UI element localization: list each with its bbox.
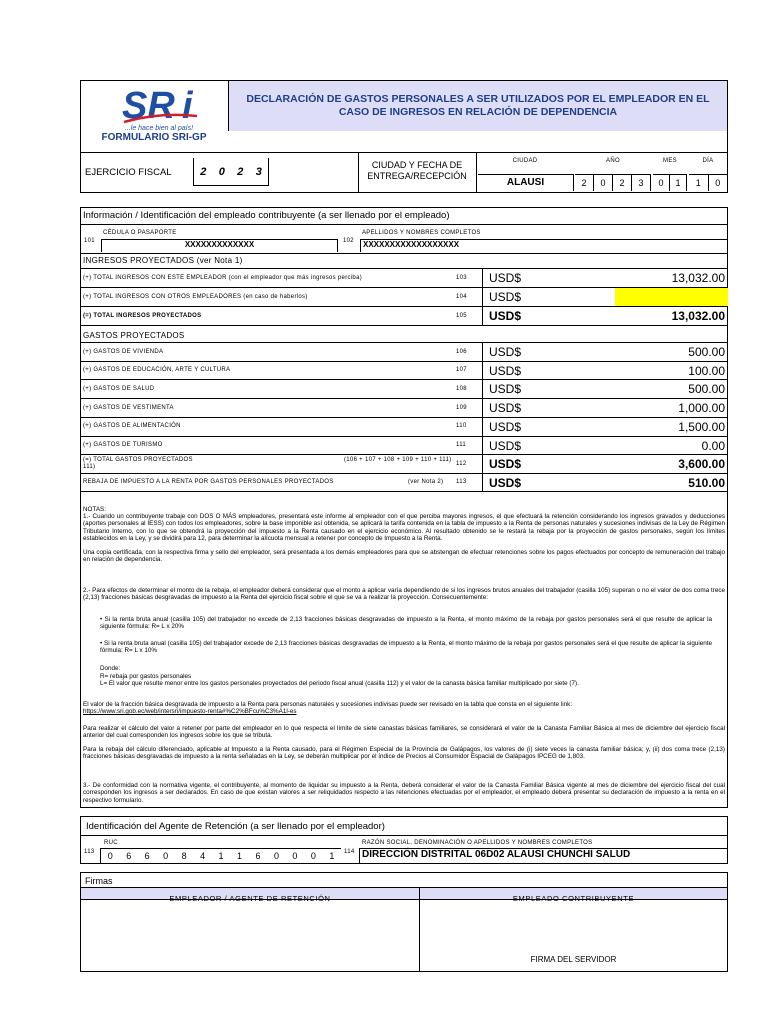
- date-digit: 0: [594, 175, 613, 191]
- expense-amount-field[interactable]: [482, 343, 728, 361]
- date-day-field[interactable]: [689, 174, 727, 191]
- expense-row: [80, 417, 728, 436]
- date-digit: 2: [575, 175, 594, 191]
- expense-row: [80, 436, 728, 455]
- employee-signature-header: [420, 887, 727, 903]
- income-amount-field[interactable]: [482, 269, 728, 287]
- note-l-definition: L= El valor que resulte menor entre los gastos personales proyectados del periodo fiscal anual (casilla 112) y el valor de la canasta básica familiar multiplicado por siete (7).: [100, 680, 579, 687]
- svg-text:i: i: [182, 85, 193, 127]
- expense-row: [80, 379, 728, 398]
- expense-amount-value: 100.00: [688, 363, 725, 378]
- expense-total-formula: (106 + 107 + 108 + 109 + 110 + 111): [344, 457, 452, 463]
- note-1b: Una copia certificada, con la respectiva firma y sello del empleador, será presentada a los demás empleadores para que se abstengan de efectuar retenciones sobre los pagos efectuados por concepto de remuneración del trabajo en relación de dependencia.: [83, 549, 725, 564]
- income-amount-field[interactable]: [482, 307, 728, 325]
- ruc-digit: 0: [310, 851, 316, 861]
- currency-label: USD$: [489, 271, 522, 285]
- code-102: 102: [343, 238, 354, 244]
- id-label: CÉDULA O PASAPORTE: [103, 230, 177, 236]
- day-label: DÍA: [702, 158, 714, 164]
- expense-row-label: (+) GASTOS DE VIVIENDA: [83, 348, 164, 355]
- expense-amount-field[interactable]: [482, 399, 728, 417]
- rebate-code: 113: [456, 479, 467, 485]
- agent-name-label: RAZÓN SOCIAL, DENOMINACIÓN O APELLIDOS Y NOMBRES COMPLETOS: [362, 840, 593, 846]
- ruc-digit: 1: [218, 851, 224, 861]
- rebate-label: REBAJA DE IMPUESTO A LA RENTA POR GASTOS PERSONALES PROYECTADOS: [83, 479, 334, 485]
- highlighted-empty-cell: [615, 288, 728, 306]
- expenses-title: GASTOS PROYECTADOS: [83, 331, 185, 340]
- date-digit: 2: [613, 175, 632, 191]
- expense-total-row: [80, 454, 728, 473]
- note-1: 1.- Cuando un contribuyente trabaje con DOS O MÁS empleadores, presentará este informe al empleador con el que perciba mayores ingresos, el que efectuará la retención considerando los ingresos gravados y deducciones (aportes personales al IESS) con todos los empleadores, sobre la base imponible así obtenida, se aplicará la tarifa contenida en la tabla de impuesto a la Renta de personas naturales y sucesiones indivisas de la Ley de Régimen Tributario Interno, con lo que se obtendrá la proyección del impuesto a la Renta causado en el ejercicio económico. Al resultado obtenido se le restará la rebaja por la proyección de gastos personales, según los límites establecidos en la Ley, y se dividirá para 12, para determinar la alícuota mensual a retener por concepto de Impuesto a la Renta.: [83, 513, 725, 542]
- currency-label: USD$: [489, 438, 522, 453]
- employer-signature-box[interactable]: [81, 900, 420, 971]
- expense-row-label: (+) GASTOS DE VESTIMENTA: [83, 404, 174, 411]
- income-title: INGRESOS PROYECTADOS (ver Nota 1): [83, 256, 243, 265]
- rebate-field[interactable]: [482, 474, 728, 491]
- note-donde: Donde:: [100, 665, 121, 672]
- expense-amount-value: 500.00: [688, 345, 725, 359]
- form-title: DECLARACIÓN DE GASTOS PERSONALES A SER UTILIZADOS POR EL EMPLEADOR EN EL CASO DE INGRESOS EN RELACIÓN DE DEPENDENCIA: [246, 93, 710, 118]
- expense-amount-value: 0.00: [701, 438, 725, 453]
- ruc-field[interactable]: [100, 848, 341, 863]
- note-r-definition: R= rebaja por gastos personales: [100, 673, 192, 680]
- ruc-digit: 4: [200, 851, 206, 861]
- ruc-digit: 0: [292, 851, 298, 861]
- note-link[interactable]: https://www.sri.gob.ec/web/intersri/impuesto-renta#%C2%BFcu%C3%A1l-es: [83, 708, 297, 715]
- expense-row-label: (+) GASTOS DE SALUD: [83, 385, 155, 392]
- logo-tagline: ...le hace bien al país!: [124, 125, 194, 132]
- expense-amount-value: 1,000.00: [678, 401, 725, 416]
- id-field[interactable]: [101, 239, 338, 252]
- income-amount-value: 13,032.00: [671, 309, 725, 323]
- rebate-row: [80, 473, 728, 492]
- expense-row-label: (+) GASTOS DE EDUCACIÓN, ARTE Y CULTURA: [83, 367, 231, 374]
- fiscal-year-digit: 0: [218, 166, 225, 178]
- ruc-code: 113: [84, 849, 95, 855]
- employee-section-title: Información / Identificación del empleado contribuyente (a ser llenado por el empleado): [83, 210, 450, 221]
- income-row-label: (+) TOTAL INGRESOS CON OTROS EMPLEADORES (en caso de haberlos): [83, 293, 308, 300]
- rebate-note: (ver Nota 2): [408, 479, 444, 485]
- currency-label: USD$: [489, 345, 522, 359]
- city-value: ALAUSI: [506, 177, 545, 188]
- date-digit: 0: [653, 175, 670, 191]
- ruc-digit: 8: [181, 851, 187, 861]
- fiscal-year-box: [193, 158, 269, 186]
- ruc-digit: 6: [255, 851, 261, 861]
- ruc-digit: 0: [107, 851, 113, 861]
- income-row: [80, 306, 728, 325]
- note-3: 3.- De conformidad con la normativa vigente, el contribuyente, al momento de liquidar su impuesto a la Renta, deberá considerar el valor de la Canasta Familiar Básica vigente al mes de diciembre del ejercicio fiscal del cual corresponden los ingresos a ser declarados. En caso de que existan valores a ser reliquidados respecto a las retenciones efectuadas por el empleador, el empleado deberá presentar su declaración de impuesto a la renta en el respectivo formulario.: [83, 782, 725, 804]
- year-label: AÑO: [606, 158, 620, 164]
- agent-name-field[interactable]: [359, 848, 728, 864]
- expense-total-value: 3,600.00: [678, 457, 725, 471]
- expense-row-code: 107: [456, 367, 467, 374]
- fiscal-year-digit: 2: [237, 166, 244, 178]
- note-p4: Para la rebaja del cálculo diferenciado, aplicable al Impuesto a la Renta causado, para el Régimen Especial de la Provincia de Galápagos, los valores de (i) siete veces la canasta familiar básica; y, (ii) dos coma trece (2,13) fracciones básicas desgravadas de impuesto a la renta señaladas en la Ley, se deberán multiplicar por el índice de Precios al Consumidor Espacial de Galápagos IPCEG de 1,803.: [83, 746, 725, 761]
- currency-label: USD$: [489, 419, 522, 434]
- fiscal-year-digit: 3: [255, 166, 262, 178]
- income-amount-value: 13,032.00: [671, 271, 725, 285]
- agent-name-code: 114: [344, 849, 355, 855]
- expense-amount-field[interactable]: [482, 362, 728, 380]
- fiscal-year-digit: 2: [200, 166, 207, 178]
- ruc-label: RUC: [104, 840, 118, 846]
- expense-amount-field[interactable]: [482, 437, 728, 455]
- income-row-label: (=) TOTAL INGRESOS PROYECTADOS: [83, 312, 202, 319]
- expense-row-label: (+) GASTOS DE TURISMO: [83, 442, 163, 448]
- date-digit: 3: [638, 178, 644, 188]
- rebate-value: 510.00: [688, 476, 725, 490]
- name-label: APELLIDOS Y NOMBRES COMPLETOS: [362, 230, 481, 236]
- ruc-digit: 1: [237, 851, 243, 861]
- currency-label: USD$: [489, 309, 522, 323]
- signatures-title: Firmas: [85, 876, 113, 886]
- name-field[interactable]: [360, 239, 727, 252]
- currency-label: USD$: [489, 382, 522, 397]
- date-month-field[interactable]: [653, 174, 687, 191]
- income-row: [80, 268, 728, 287]
- income-row-code: 105: [456, 312, 467, 319]
- expense-total-label-cont: 111): [83, 464, 96, 470]
- svg-text:SR: SR: [122, 85, 175, 127]
- agent-section-title: Identificación del Agente de Retención (a ser llenado por el empleador): [86, 821, 385, 832]
- city-field[interactable]: [478, 174, 574, 191]
- ruc-digit: 0: [163, 851, 169, 861]
- currency-label: USD$: [489, 457, 522, 471]
- expense-row-code: 109: [456, 404, 467, 411]
- income-row-label: (+) TOTAL INGRESOS CON ESTE EMPLEADOR (con el empleador que más ingresos perciba): [83, 274, 363, 281]
- currency-label: USD$: [489, 401, 522, 416]
- income-row: [80, 287, 728, 306]
- expense-total-label: (=) TOTAL GASTOS PROYECTADOS: [83, 457, 193, 463]
- ruc-digit: 0: [273, 851, 279, 861]
- currency-label: USD$: [489, 290, 522, 304]
- income-row-code: 103: [456, 274, 467, 281]
- expense-total-field[interactable]: [482, 455, 728, 473]
- expense-row-code: 108: [456, 385, 467, 392]
- id-value: XXXXXXXXXXXXX: [184, 240, 255, 249]
- code-101: 101: [84, 238, 95, 244]
- expense-row: [80, 398, 728, 417]
- date-year-field[interactable]: [575, 174, 651, 191]
- expense-amount-field[interactable]: [482, 418, 728, 436]
- note-p3: Para realizar el cálculo del valor a retener por parte del empleador en lo que respecta el límite de siete canastas básicas familiares, se considerará el valor de la Canasta Familiar Básica al mes de diciembre del ejercicio fiscal anterior del cual corresponden los ingresos sobre los que se tributa.: [83, 725, 725, 740]
- delivery-label: CIUDAD Y FECHA DE ENTREGA/RECEPCIÓN: [367, 160, 467, 181]
- expense-row-label: (+) GASTOS DE ALIMENTACIÓN: [83, 423, 181, 430]
- employer-signature-header: [81, 887, 420, 903]
- ruc-digit: 6: [144, 851, 150, 861]
- note-2-bullet-1: • Si la renta bruta anual (casilla 105) del trabajador no excede de 2,13 fracciones básicas desgravadas de impuesto a la Renta, el monto máximo de la rebaja por gastos personales será el que resulte de aplicar la siguiente fórmula: R= L x 20%: [100, 616, 712, 631]
- income-amount-field[interactable]: [482, 288, 728, 306]
- employee-sign-caption: FIRMA DEL SERVIDOR: [530, 955, 617, 964]
- fiscal-year-label: EJERCICIO FISCAL: [85, 167, 172, 178]
- income-row-code: 104: [456, 293, 467, 300]
- ruc-digit: 1: [329, 851, 335, 861]
- notes-heading: NOTAS:: [83, 506, 106, 513]
- employee-signature-label: EMPLEADO CONTRIBUYENTE: [512, 894, 635, 903]
- ruc-digit: 6: [126, 851, 132, 861]
- agent-name-value: DIRECCIÓN DISTRITAL 06D02 ALAUSI CHUNCHI SALUD: [362, 849, 631, 860]
- currency-label: USD$: [489, 476, 522, 490]
- expense-total-code: 112: [456, 461, 467, 467]
- note-link-text: El valor de la fracción básica desgravada de impuesto a la Renta para personas naturales y sucesiones indivisas puede ser revisado en la tabla que consta en el siguiente link:: [83, 701, 573, 708]
- expense-amount-value: 500.00: [688, 382, 725, 397]
- expense-row-code: 110: [456, 423, 467, 430]
- note-2-bullet-2: • Si la renta bruta anual (casilla 105) del trabajador excede de 2,13 fracciones básicas desgravadas de impuesto a la Renta, el monto máximo de la rebaja por gastos personales será el que resulte de aplicar la siguiente fórmula: R= L x 10%: [100, 640, 712, 655]
- note-2: 2.- Para efectos de determinar el monto de la rebaja, el empleador deberá considerar que el monto a aplicar varía dependiendo de si los ingresos brutos anuales del trabajador (casilla 105) superan o no el valor de dos coma trece (2,13) fracciones básicas desgravadas de impuesto a la Renta del ejercicio fiscal sobre el que se va a realizar la proyección. Consecuentemente:: [83, 587, 725, 602]
- month-label: MES: [663, 158, 677, 164]
- expense-row-code: 111: [456, 442, 467, 448]
- currency-label: USD$: [489, 363, 522, 378]
- name-value: XXXXXXXXXXXXXXXXXX: [363, 240, 460, 249]
- expense-amount-field[interactable]: [482, 380, 728, 398]
- date-digit: 0: [715, 178, 721, 188]
- city-label: CIUDAD: [512, 158, 538, 164]
- expense-amount-value: 1,500.00: [678, 419, 725, 434]
- expense-row: [80, 342, 728, 361]
- employer-signature-label: EMPLEADOR / AGENTE DE RETENCIÓN: [169, 894, 331, 903]
- form-code: FORMULARIO SRI-GP: [101, 132, 207, 143]
- date-digit: 1: [689, 175, 709, 191]
- expense-row: [80, 361, 728, 380]
- income-bottom-rule: [80, 325, 728, 326]
- expense-row-code: 106: [456, 348, 467, 355]
- date-digit: 1: [675, 178, 681, 188]
